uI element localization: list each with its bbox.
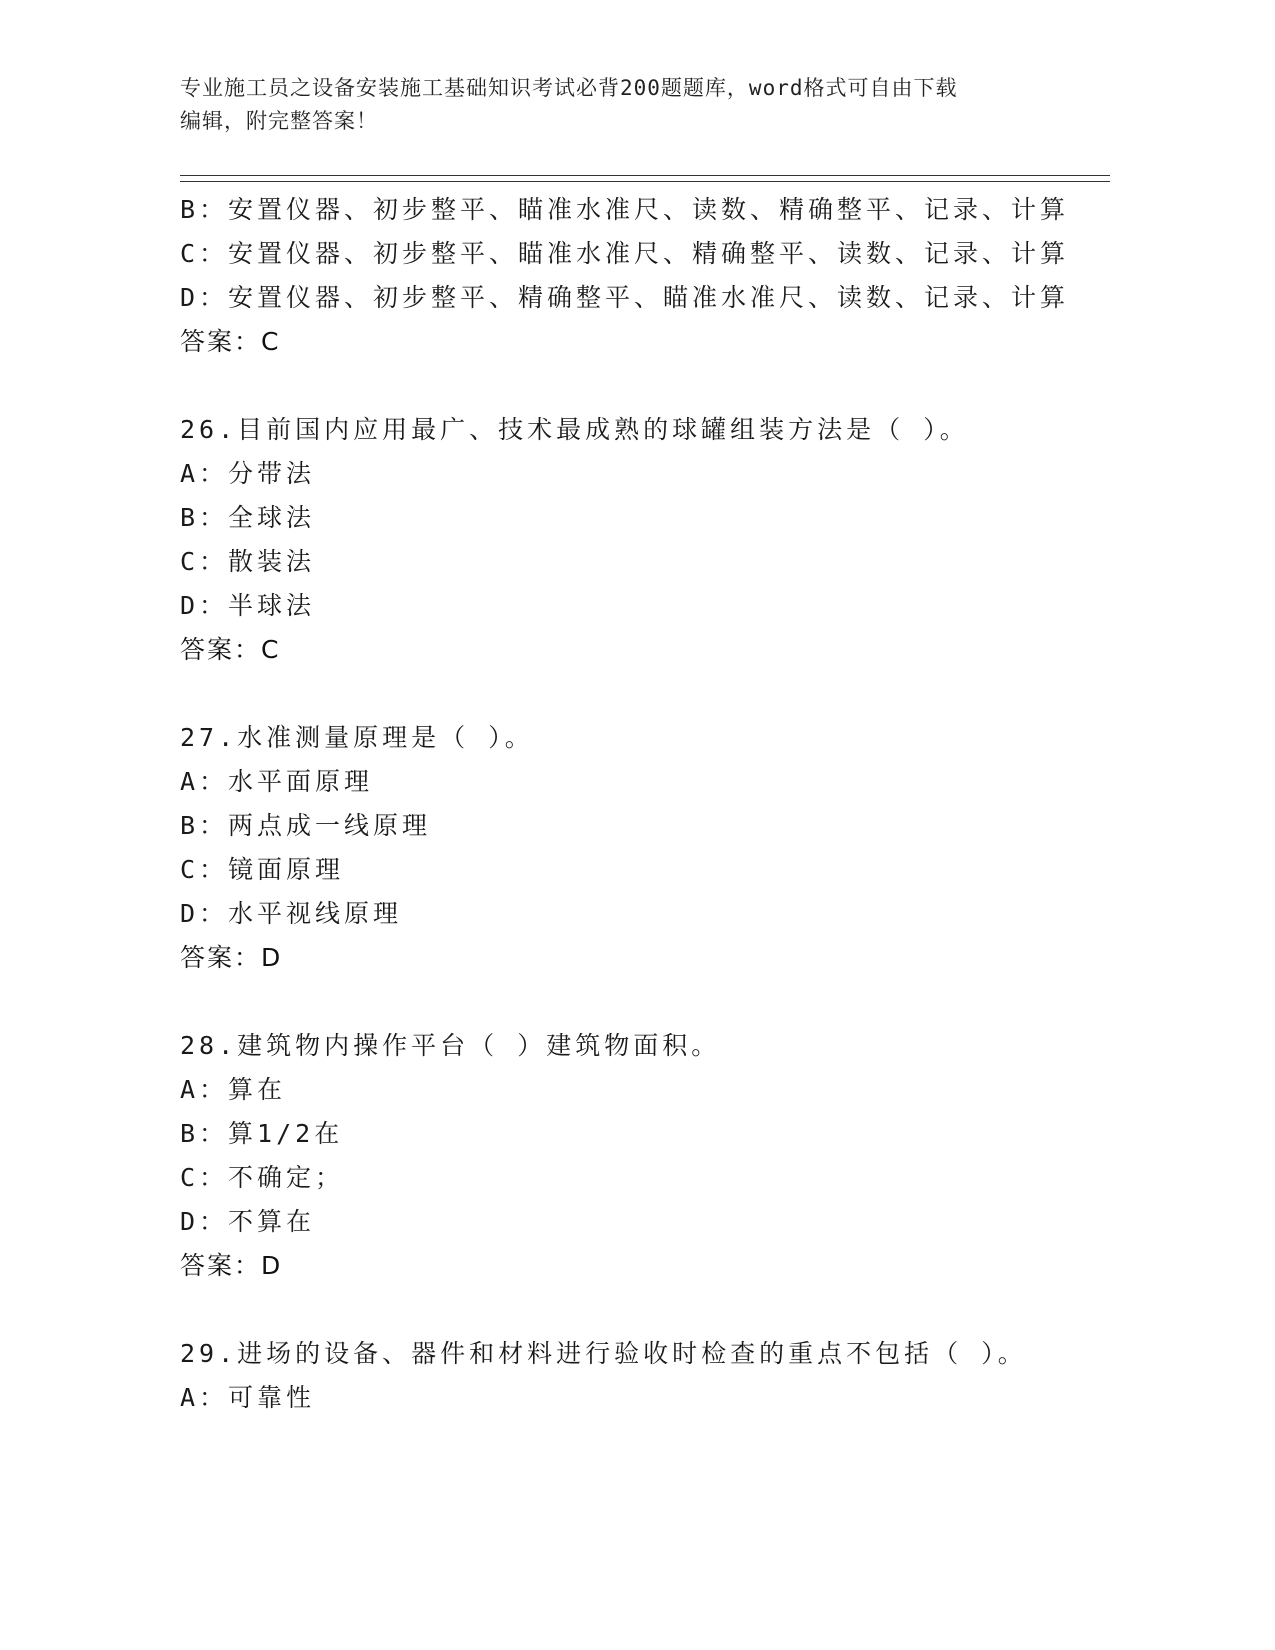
option-c: C：不确定； bbox=[180, 1163, 345, 1192]
option-a: A：分带法 bbox=[180, 459, 316, 488]
option-c: C：安置仪器、初步整平、瞄准水准尺、精确整平、读数、记录、计算 bbox=[180, 239, 1070, 268]
spacer bbox=[180, 980, 1110, 1024]
option-a: A：算在 bbox=[180, 1075, 287, 1104]
option-d: D：半球法 bbox=[180, 591, 316, 620]
answer-line: 答案：D bbox=[180, 1251, 283, 1280]
option-d: D：安置仪器、初步整平、精确整平、瞄准水准尺、读数、记录、计算 bbox=[180, 283, 1070, 312]
option-c: C：镜面原理 bbox=[180, 855, 345, 884]
question-stem: 28.建筑物内操作平台（ ）建筑物面积。 bbox=[180, 1031, 721, 1060]
option-d: D：水平视线原理 bbox=[180, 899, 403, 928]
question-stem: 29.进场的设备、器件和材料进行验收时检查的重点不包括（ ）。 bbox=[180, 1339, 1027, 1368]
answer-line: 答案：D bbox=[180, 943, 283, 972]
header-divider-bottom bbox=[180, 181, 1110, 182]
option-c: C：散装法 bbox=[180, 547, 316, 576]
answer-line: 答案：C bbox=[180, 635, 281, 664]
option-a: A：可靠性 bbox=[180, 1383, 316, 1412]
question-stem: 26.目前国内应用最广、技术最成熟的球罐组装方法是（ ）。 bbox=[180, 415, 969, 444]
spacer bbox=[180, 364, 1110, 408]
document-header bbox=[180, 72, 1060, 138]
option-b: B：两点成一线原理 bbox=[180, 811, 432, 840]
spacer bbox=[180, 672, 1110, 716]
spacer bbox=[180, 1288, 1110, 1332]
question-block-27 bbox=[180, 716, 1110, 980]
previous-question-block bbox=[180, 188, 1110, 364]
header-divider-top bbox=[180, 175, 1110, 176]
question-block-29 bbox=[180, 1332, 1110, 1420]
header-line-2: 编辑，附完整答案！ bbox=[180, 109, 378, 133]
option-b: B：安置仪器、初步整平、瞄准水准尺、读数、精确整平、记录、计算 bbox=[180, 195, 1070, 224]
option-d: D：不算在 bbox=[180, 1207, 316, 1236]
header-line-1: 专业施工员之设备安装施工基础知识考试必背200题题库，word格式可自由下载 bbox=[180, 76, 958, 100]
question-block-26 bbox=[180, 408, 1110, 672]
option-a: A：水平面原理 bbox=[180, 767, 374, 796]
question-content bbox=[180, 188, 1110, 1420]
answer-line: 答案：C bbox=[180, 327, 281, 356]
option-b: B：算1/2在 bbox=[180, 1119, 344, 1148]
question-stem: 27.水准测量原理是（ ）。 bbox=[180, 723, 534, 752]
question-block-28 bbox=[180, 1024, 1110, 1288]
option-b: B：全球法 bbox=[180, 503, 316, 532]
